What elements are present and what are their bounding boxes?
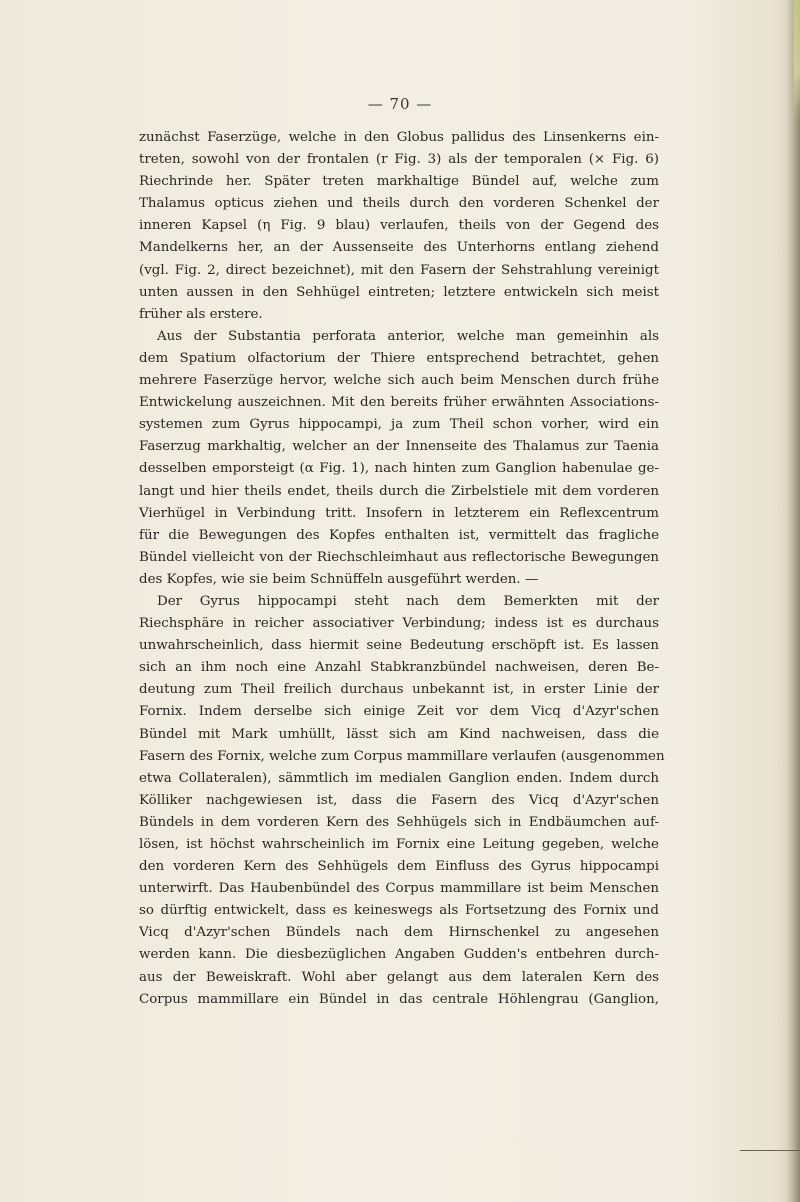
text-line: Bündels in dem vorderen Kern des Sehhügels sich in Endbäumchen auf- <box>139 814 659 830</box>
text-line: sich an ihm noch eine Anzahl Stabkranzbündel nachweisen, deren Be- <box>139 660 659 676</box>
text-line: werden kann. Die diesbezüglichen Angaben Gudden's entbehren durch- <box>139 947 659 963</box>
text-line: Kölliker nachgewiesen ist, dass die Fasern des Vicq d'Azyr'schen <box>139 792 659 808</box>
text-line: (vgl. Fig. 2, direct bezeichnet), mit den Fasern der Sehstrahlung vereinigt <box>139 262 659 278</box>
text-line: Fornix. Indem derselbe sich einige Zeit vor dem Vicq d'Azyr'schen <box>139 704 659 720</box>
text-line: für die Bewegungen des Kopfes enthalten ist, vermittelt das fragliche <box>139 527 659 543</box>
text-line: Der Gyrus hippocampi steht nach dem Bemerkten mit der <box>157 593 659 609</box>
page-number: — 70 — <box>367 95 433 113</box>
text-line: Bündel mit Mark umhüllt, lässt sich am Kind nachweisen, dass die <box>139 726 659 742</box>
text-line: des Kopfes, wie sie beim Schnüffeln ausgeführt werden. — <box>139 571 539 587</box>
text-line: Entwickelung auszeichnen. Mit den bereits früher erwähnten Associations- <box>139 395 659 411</box>
text-line: inneren Kapsel (η Fig. 9 blau) verlaufen, theils von der Gegend des <box>139 218 659 234</box>
text-line: Riechrinde her. Später treten markhaltige Bündel auf, welche zum <box>139 174 659 190</box>
text-line: mehrere Faserzüge hervor, welche sich auch beim Menschen durch frühe <box>139 373 659 389</box>
text-line: etwa Collateralen), sämmtlich im medialen Ganglion enden. Indem durch <box>139 770 659 786</box>
text-line: dem Spatium olfactorium der Thiere entsprechend betrachtet, gehen <box>139 350 659 366</box>
text-line: unten aussen in den Sehhügel eintreten; letztere entwickeln sich meist <box>139 284 659 300</box>
text-line: treten, sowohl von der frontalen (r Fig. 3) als der temporalen (× Fig. 6) <box>139 152 659 168</box>
text-line: zunächst Faserzüge, welche in den Globus pallidus des Linsenkerns ein- <box>139 130 659 145</box>
text-line: unwahrscheinlich, dass hiermit seine Bedeutung erschöpft ist. Es lassen <box>139 638 659 654</box>
text-line: langt und hier theils endet, theils durch die Zirbelstiele mit dem vorderen <box>139 483 659 499</box>
text-line: Vierhügel in Verbindung tritt. Insofern in letzterem ein Reflexcentrum <box>139 505 659 521</box>
text-line: Riechsphäre in reicher associativer Verbindung; indess ist es durchaus <box>139 616 659 632</box>
text-line: Faserzug markhaltig, welcher an der Innenseite des Thalamus zur Taenia <box>139 439 659 455</box>
text-line: Thalamus opticus ziehen und theils durch den vorderen Schenkel der <box>139 196 659 212</box>
body-text <box>139 127 665 1011</box>
text-line: Mandelkerns her, an der Aussenseite des Unterhorns entlang ziehend <box>139 240 659 256</box>
text-line: Aus der Substantia perforata anterior, welche man gemeinhin als <box>157 328 659 344</box>
text-line: lösen, ist höchst wahrscheinlich im Fornix eine Leitung gegeben, welche <box>139 837 659 852</box>
text-line: Bündel vielleicht von der Riechschleimhaut aus reflectorische Bewegungen <box>139 549 659 565</box>
text-line: den vorderen Kern des Sehhügels dem Einfluss des Gyrus hippocampi <box>139 859 659 875</box>
page-edge-rule <box>740 1150 800 1151</box>
text-line: unterwirft. Das Haubenbündel des Corpus mammillare ist beim Menschen <box>139 881 659 897</box>
text-line: so dürftig entwickelt, dass es keineswegs als Fortsetzung des Fornix und <box>139 903 659 919</box>
text-line: desselben emporsteigt (α Fig. 1), nach hinten zum Ganglion habenulae ge- <box>139 461 659 477</box>
text-line: Corpus mammillare ein Bündel in das centrale Höhlengrau (Ganglion, <box>139 991 659 1007</box>
text-line: systemen zum Gyrus hippocampi, ja zum Theil schon vorher, wird ein <box>139 417 659 433</box>
page-edge-shadow <box>786 0 800 1202</box>
text-line: deutung zum Theil freilich durchaus unbekannt ist, in erster Linie der <box>139 682 659 698</box>
text-line: früher als erstere. <box>139 306 263 322</box>
text-line: Fasern des Fornix, welche zum Corpus mammillare verlaufen (ausgenommen <box>139 748 665 764</box>
text-line: aus der Beweiskraft. Wohl aber gelangt aus dem lateralen Kern des <box>139 969 659 985</box>
text-line: Vicq d'Azyr'schen Bündels nach dem Hirnschenkel zu angesehen <box>139 925 659 941</box>
